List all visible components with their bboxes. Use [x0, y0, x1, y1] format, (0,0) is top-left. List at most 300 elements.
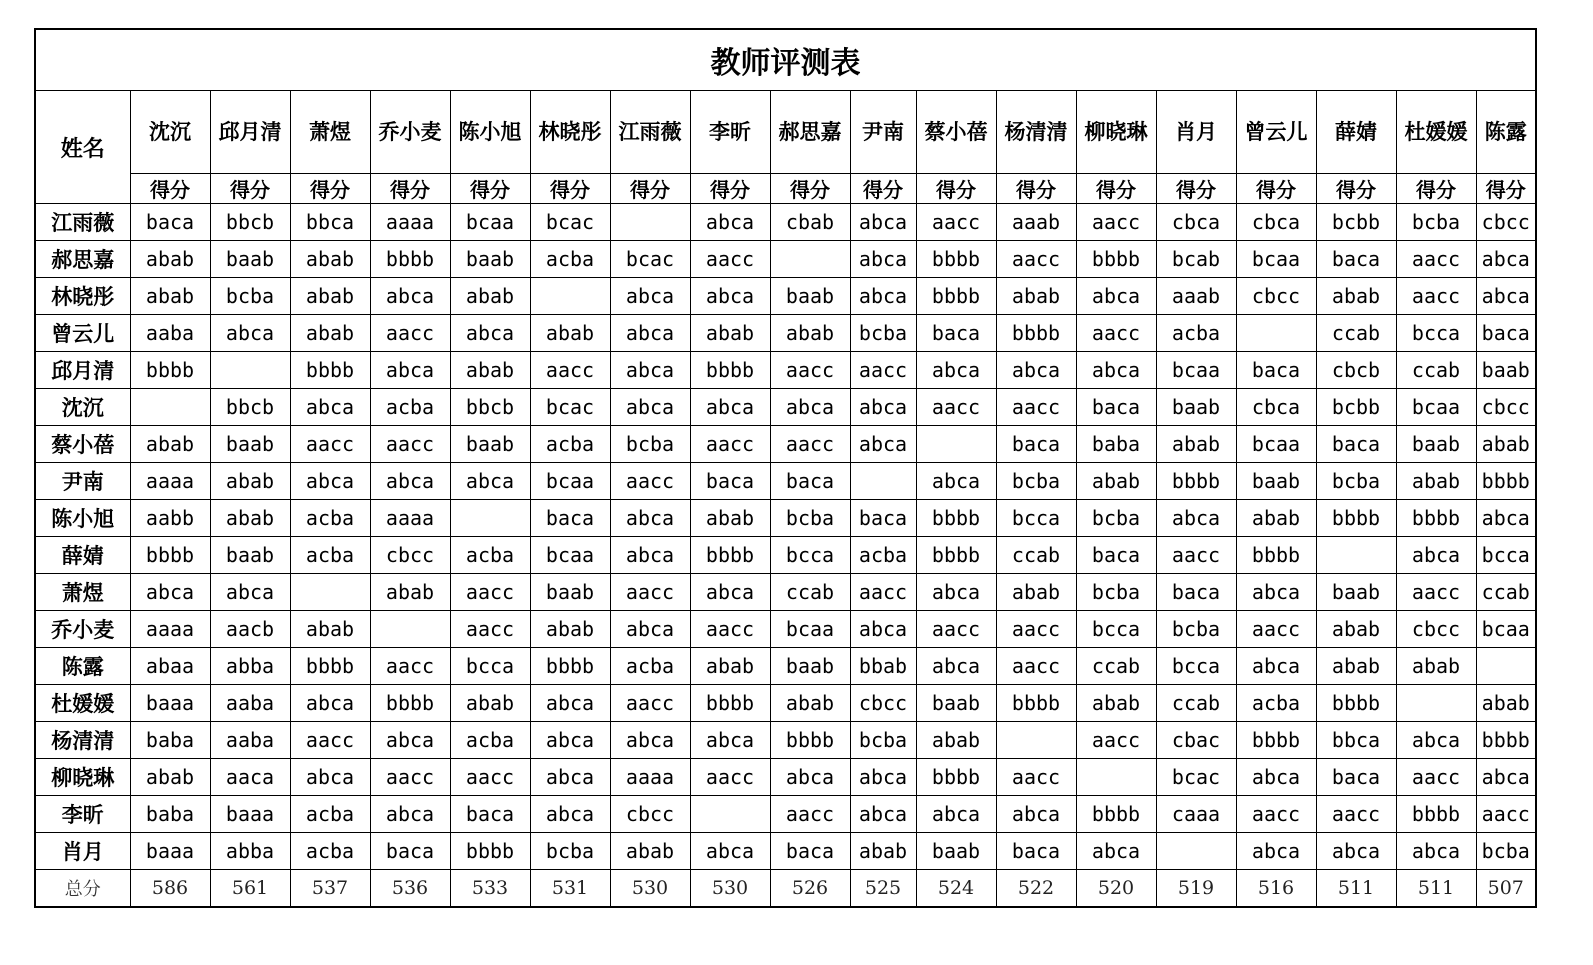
name-column-header: 姓名: [35, 91, 130, 204]
score-subheader: 得分: [450, 174, 530, 204]
score-cell: bcba: [530, 833, 610, 870]
score-cell: cbcc: [1396, 611, 1476, 648]
score-cell: bcba: [1076, 500, 1156, 537]
teacher-header: 杨清清: [996, 91, 1076, 174]
score-cell: cbcc: [370, 537, 450, 574]
score-cell: abca: [850, 796, 916, 833]
table-row: [35, 722, 1536, 759]
score-cell: bbbb: [290, 352, 370, 389]
score-cell: abca: [1476, 241, 1536, 278]
score-cell: abca: [850, 204, 916, 241]
score-subheader: 得分: [690, 174, 770, 204]
score-cell: bbbb: [370, 241, 450, 278]
score-cell: bbbb: [1396, 796, 1476, 833]
score-cell: baca: [996, 833, 1076, 870]
teacher-header: 曾云儿: [1236, 91, 1316, 174]
score-cell: abca: [850, 278, 916, 315]
score-cell: abab: [1316, 278, 1396, 315]
score-cell: abab: [770, 315, 850, 352]
score-cell: cbcc: [610, 796, 690, 833]
score-cell: [916, 426, 996, 463]
score-cell: abab: [370, 574, 450, 611]
score-cell: bbbb: [450, 833, 530, 870]
score-cell: abab: [290, 278, 370, 315]
teacher-header: 蔡小蓓: [916, 91, 996, 174]
score-cell: abca: [690, 722, 770, 759]
score-cell: abca: [770, 759, 850, 796]
score-subheader: 得分: [210, 174, 290, 204]
teacher-header: 肖月: [1156, 91, 1236, 174]
total-score-cell: 519: [1156, 870, 1236, 908]
score-cell: baab: [916, 833, 996, 870]
score-subheader: 得分: [996, 174, 1076, 204]
table-row: [35, 685, 1536, 722]
total-score-cell: 530: [610, 870, 690, 908]
score-cell: bbbb: [1316, 685, 1396, 722]
score-cell: ccab: [1156, 685, 1236, 722]
score-cell: abca: [916, 648, 996, 685]
teacher-header: 林晓彤: [530, 91, 610, 174]
score-subheader: 得分: [770, 174, 850, 204]
score-cell: abca: [610, 389, 690, 426]
score-cell: abca: [530, 722, 610, 759]
score-cell: baca: [770, 833, 850, 870]
score-cell: acba: [850, 537, 916, 574]
score-cell: abca: [996, 796, 1076, 833]
score-cell: aacc: [996, 389, 1076, 426]
score-cell: ccab: [1076, 648, 1156, 685]
score-cell: bcca: [770, 537, 850, 574]
total-score-cell: 526: [770, 870, 850, 908]
score-cell: abca: [916, 796, 996, 833]
score-cell: bcaa: [450, 204, 530, 241]
score-cell: aacc: [1076, 315, 1156, 352]
score-cell: abaa: [130, 648, 210, 685]
score-cell: bbbb: [1476, 722, 1536, 759]
score-cell: abca: [530, 796, 610, 833]
score-cell: abca: [530, 759, 610, 796]
total-score-cell: 533: [450, 870, 530, 908]
score-subheader: 得分: [1076, 174, 1156, 204]
score-cell: abca: [370, 278, 450, 315]
teacher-header: 李昕: [690, 91, 770, 174]
score-subheader: 得分: [610, 174, 690, 204]
score-cell: acba: [1236, 685, 1316, 722]
score-cell: aacc: [610, 463, 690, 500]
score-cell: abab: [690, 315, 770, 352]
score-cell: bbcb: [210, 204, 290, 241]
row-name-cell: 林晓彤: [35, 278, 130, 315]
score-cell: aaaa: [370, 500, 450, 537]
score-cell: abca: [370, 352, 450, 389]
score-cell: aacc: [690, 611, 770, 648]
row-name-cell: 萧煜: [35, 574, 130, 611]
score-cell: bcba: [850, 315, 916, 352]
score-cell: bbbb: [916, 241, 996, 278]
score-cell: abca: [610, 500, 690, 537]
score-cell: bbca: [290, 204, 370, 241]
score-cell: bbbb: [1236, 537, 1316, 574]
score-cell: abab: [996, 278, 1076, 315]
score-cell: acba: [370, 389, 450, 426]
score-cell: aacc: [370, 315, 450, 352]
score-cell: baab: [1316, 574, 1396, 611]
score-cell: bbbb: [1396, 500, 1476, 537]
score-cell: [530, 278, 610, 315]
score-cell: [850, 463, 916, 500]
score-cell: bcaa: [1396, 389, 1476, 426]
score-cell: cbca: [1236, 204, 1316, 241]
score-cell: abca: [210, 315, 290, 352]
score-cell: bcac: [530, 204, 610, 241]
row-name-cell: 江雨薇: [35, 204, 130, 241]
score-cell: abab: [130, 759, 210, 796]
table-row: [35, 574, 1536, 611]
teacher-header: 萧煜: [290, 91, 370, 174]
score-cell: aacc: [1396, 278, 1476, 315]
score-cell: cbac: [1156, 722, 1236, 759]
score-cell: baaa: [130, 833, 210, 870]
table-row: [35, 204, 1536, 241]
score-cell: ccab: [1316, 315, 1396, 352]
row-name-cell: 薛婧: [35, 537, 130, 574]
score-cell: bbbb: [1076, 241, 1156, 278]
score-cell: aacc: [450, 611, 530, 648]
score-cell: bcaa: [1156, 352, 1236, 389]
score-cell: bbca: [1316, 722, 1396, 759]
score-cell: abca: [996, 352, 1076, 389]
score-cell: baca: [1156, 574, 1236, 611]
score-cell: bbbb: [996, 315, 1076, 352]
score-cell: cbcc: [850, 685, 916, 722]
score-cell: abca: [370, 796, 450, 833]
score-cell: abca: [850, 759, 916, 796]
total-score-cell: 511: [1396, 870, 1476, 908]
score-cell: aacc: [370, 426, 450, 463]
score-cell: abca: [210, 574, 290, 611]
score-cell: abba: [210, 833, 290, 870]
score-cell: baca: [916, 315, 996, 352]
score-cell: [610, 204, 690, 241]
score-cell: abba: [210, 648, 290, 685]
teacher-header: 薛婧: [1316, 91, 1396, 174]
score-cell: aacc: [1396, 241, 1476, 278]
score-cell: cbcb: [1316, 352, 1396, 389]
score-cell: abca: [1396, 537, 1476, 574]
score-cell: baca: [1236, 352, 1316, 389]
score-cell: aacc: [1476, 796, 1536, 833]
score-cell: abca: [450, 315, 530, 352]
score-cell: bbbb: [916, 500, 996, 537]
table-row: [35, 426, 1536, 463]
score-cell: aacc: [850, 574, 916, 611]
score-cell: aaca: [210, 759, 290, 796]
total-score-cell: 536: [370, 870, 450, 908]
score-cell: baca: [370, 833, 450, 870]
teacher-header: 柳晓琳: [1076, 91, 1156, 174]
score-cell: abab: [450, 278, 530, 315]
score-cell: abca: [1156, 500, 1236, 537]
score-cell: acba: [1156, 315, 1236, 352]
score-cell: aacc: [1396, 759, 1476, 796]
score-cell: aaaa: [130, 463, 210, 500]
score-cell: abab: [610, 833, 690, 870]
score-subheader: 得分: [916, 174, 996, 204]
score-cell: [690, 796, 770, 833]
score-cell: aacc: [770, 796, 850, 833]
score-cell: aacc: [610, 685, 690, 722]
score-cell: bbbb: [1156, 463, 1236, 500]
score-cell: bcca: [1156, 648, 1236, 685]
score-cell: bcac: [610, 241, 690, 278]
score-cell: ccab: [1396, 352, 1476, 389]
score-cell: aacc: [916, 611, 996, 648]
teacher-evaluation-table: [34, 28, 1537, 908]
score-cell: bbbb: [690, 685, 770, 722]
score-cell: aacc: [996, 648, 1076, 685]
row-name-cell: 曾云儿: [35, 315, 130, 352]
score-cell: acba: [530, 426, 610, 463]
score-cell: abca: [1236, 833, 1316, 870]
score-cell: abca: [370, 463, 450, 500]
score-cell: baca: [530, 500, 610, 537]
table-row: [35, 611, 1536, 648]
table-row: [35, 759, 1536, 796]
score-cell: baab: [1396, 426, 1476, 463]
score-cell: acba: [610, 648, 690, 685]
score-cell: aacc: [530, 352, 610, 389]
score-cell: abab: [690, 648, 770, 685]
score-cell: aacc: [996, 759, 1076, 796]
score-cell: aaba: [130, 315, 210, 352]
score-cell: aacc: [370, 648, 450, 685]
score-cell: abca: [1236, 759, 1316, 796]
score-cell: aaba: [210, 685, 290, 722]
score-cell: abab: [1396, 648, 1476, 685]
table-title: 教师评测表: [35, 29, 1536, 91]
score-cell: aabb: [130, 500, 210, 537]
teacher-header: 郝思嘉: [770, 91, 850, 174]
score-cell: bbbb: [690, 352, 770, 389]
total-score-cell: 537: [290, 870, 370, 908]
score-cell: baca: [996, 426, 1076, 463]
score-cell: abca: [1236, 648, 1316, 685]
score-cell: aacc: [916, 204, 996, 241]
score-subheader: 得分: [370, 174, 450, 204]
table-row: [35, 648, 1536, 685]
score-cell: baca: [770, 463, 850, 500]
score-cell: abca: [1076, 278, 1156, 315]
score-cell: abca: [1476, 759, 1536, 796]
score-cell: abca: [916, 463, 996, 500]
score-cell: baca: [1316, 759, 1396, 796]
score-cell: bbbb: [130, 352, 210, 389]
score-cell: abca: [1396, 833, 1476, 870]
score-cell: aacc: [610, 574, 690, 611]
score-cell: abca: [690, 278, 770, 315]
score-cell: aaaa: [370, 204, 450, 241]
total-score-cell: 525: [850, 870, 916, 908]
score-subheader: 得分: [530, 174, 610, 204]
score-cell: baab: [450, 241, 530, 278]
score-cell: cbca: [1236, 389, 1316, 426]
teacher-header: 沈沉: [130, 91, 210, 174]
score-cell: aacc: [1076, 722, 1156, 759]
score-cell: abab: [130, 278, 210, 315]
score-cell: [1316, 537, 1396, 574]
teacher-header: 尹南: [850, 91, 916, 174]
score-cell: abca: [850, 426, 916, 463]
score-cell: baca: [1476, 315, 1536, 352]
score-cell: abca: [690, 389, 770, 426]
score-cell: baab: [450, 426, 530, 463]
total-score-cell: 531: [530, 870, 610, 908]
score-cell: abca: [690, 574, 770, 611]
score-cell: aacc: [690, 426, 770, 463]
score-cell: aacc: [996, 611, 1076, 648]
score-cell: baca: [450, 796, 530, 833]
score-cell: abca: [850, 389, 916, 426]
score-cell: abca: [290, 463, 370, 500]
score-cell: abab: [290, 611, 370, 648]
score-cell: baba: [130, 796, 210, 833]
score-cell: abca: [610, 537, 690, 574]
score-cell: abca: [610, 278, 690, 315]
score-cell: baaa: [130, 685, 210, 722]
score-cell: baab: [210, 426, 290, 463]
score-cell: [1236, 315, 1316, 352]
score-cell: baba: [1076, 426, 1156, 463]
score-cell: abab: [1476, 685, 1536, 722]
score-cell: abab: [1396, 463, 1476, 500]
teacher-header: 邱月清: [210, 91, 290, 174]
score-cell: baca: [850, 500, 916, 537]
score-cell: abab: [450, 352, 530, 389]
score-cell: aaaa: [130, 611, 210, 648]
teacher-header: 江雨薇: [610, 91, 690, 174]
score-cell: abab: [850, 833, 916, 870]
score-subheader: 得分: [1396, 174, 1476, 204]
table-row: [35, 278, 1536, 315]
score-cell: abab: [996, 574, 1076, 611]
score-cell: abca: [916, 352, 996, 389]
score-cell: [770, 241, 850, 278]
score-cell: abca: [1076, 833, 1156, 870]
teacher-header: 乔小麦: [370, 91, 450, 174]
score-cell: aacc: [450, 574, 530, 611]
total-score-cell: 561: [210, 870, 290, 908]
score-cell: bcba: [210, 278, 290, 315]
total-score-cell: 524: [916, 870, 996, 908]
score-cell: cbcc: [1236, 278, 1316, 315]
table-row: [35, 315, 1536, 352]
score-cell: baca: [1316, 426, 1396, 463]
score-cell: abca: [530, 685, 610, 722]
score-cell: abab: [1316, 611, 1396, 648]
score-cell: aacc: [770, 426, 850, 463]
row-name-cell: 乔小麦: [35, 611, 130, 648]
score-cell: bbbb: [690, 537, 770, 574]
score-cell: cbca: [1156, 204, 1236, 241]
total-score-cell: 516: [1236, 870, 1316, 908]
score-cell: bbbb: [1316, 500, 1396, 537]
table-row: [35, 389, 1536, 426]
score-cell: cbab: [770, 204, 850, 241]
score-cell: abab: [210, 463, 290, 500]
score-cell: [1156, 833, 1236, 870]
score-cell: bbbb: [130, 537, 210, 574]
score-cell: abca: [130, 574, 210, 611]
total-score-cell: 507: [1476, 870, 1536, 908]
score-cell: abab: [1476, 426, 1536, 463]
teacher-header: 杜媛媛: [1396, 91, 1476, 174]
score-cell: baab: [530, 574, 610, 611]
score-cell: [1476, 648, 1536, 685]
score-cell: abab: [1156, 426, 1236, 463]
score-cell: abca: [1476, 278, 1536, 315]
score-cell: [130, 389, 210, 426]
score-cell: aacc: [450, 759, 530, 796]
row-name-cell: 沈沉: [35, 389, 130, 426]
score-cell: abca: [290, 389, 370, 426]
score-cell: bcaa: [770, 611, 850, 648]
score-cell: bbbb: [1076, 796, 1156, 833]
score-cell: abab: [1316, 648, 1396, 685]
score-cell: bcba: [1316, 463, 1396, 500]
score-cell: abca: [1316, 833, 1396, 870]
score-cell: aacc: [690, 759, 770, 796]
score-cell: aacc: [1236, 796, 1316, 833]
score-cell: baab: [1156, 389, 1236, 426]
score-cell: bbbb: [770, 722, 850, 759]
score-cell: baab: [916, 685, 996, 722]
score-subheader: 得分: [1156, 174, 1236, 204]
score-cell: abab: [530, 611, 610, 648]
score-cell: abca: [610, 722, 690, 759]
score-cell: aacc: [370, 759, 450, 796]
score-cell: bbbb: [916, 537, 996, 574]
score-subheader: 得分: [1236, 174, 1316, 204]
score-cell: abab: [770, 685, 850, 722]
score-cell: bbbb: [996, 685, 1076, 722]
score-cell: bbbb: [1476, 463, 1536, 500]
row-name-cell: 肖月: [35, 833, 130, 870]
row-name-cell: 陈露: [35, 648, 130, 685]
score-cell: baca: [690, 463, 770, 500]
score-cell: acba: [530, 241, 610, 278]
score-cell: abab: [690, 500, 770, 537]
score-cell: aacc: [1396, 574, 1476, 611]
score-cell: bcaa: [1476, 611, 1536, 648]
score-cell: baab: [770, 278, 850, 315]
score-cell: [290, 574, 370, 611]
score-cell: bbcb: [210, 389, 290, 426]
score-cell: acba: [290, 833, 370, 870]
total-score-cell: 530: [690, 870, 770, 908]
score-cell: [1396, 685, 1476, 722]
score-cell: aaab: [1156, 278, 1236, 315]
score-cell: bcba: [1396, 204, 1476, 241]
table-row: [35, 833, 1536, 870]
score-cell: ccab: [770, 574, 850, 611]
score-cell: abca: [610, 352, 690, 389]
score-cell: bbbb: [916, 278, 996, 315]
row-name-cell: 陈小旭: [35, 500, 130, 537]
score-cell: baab: [1236, 463, 1316, 500]
score-cell: bcba: [996, 463, 1076, 500]
score-cell: aaab: [996, 204, 1076, 241]
score-subheader: 得分: [130, 174, 210, 204]
